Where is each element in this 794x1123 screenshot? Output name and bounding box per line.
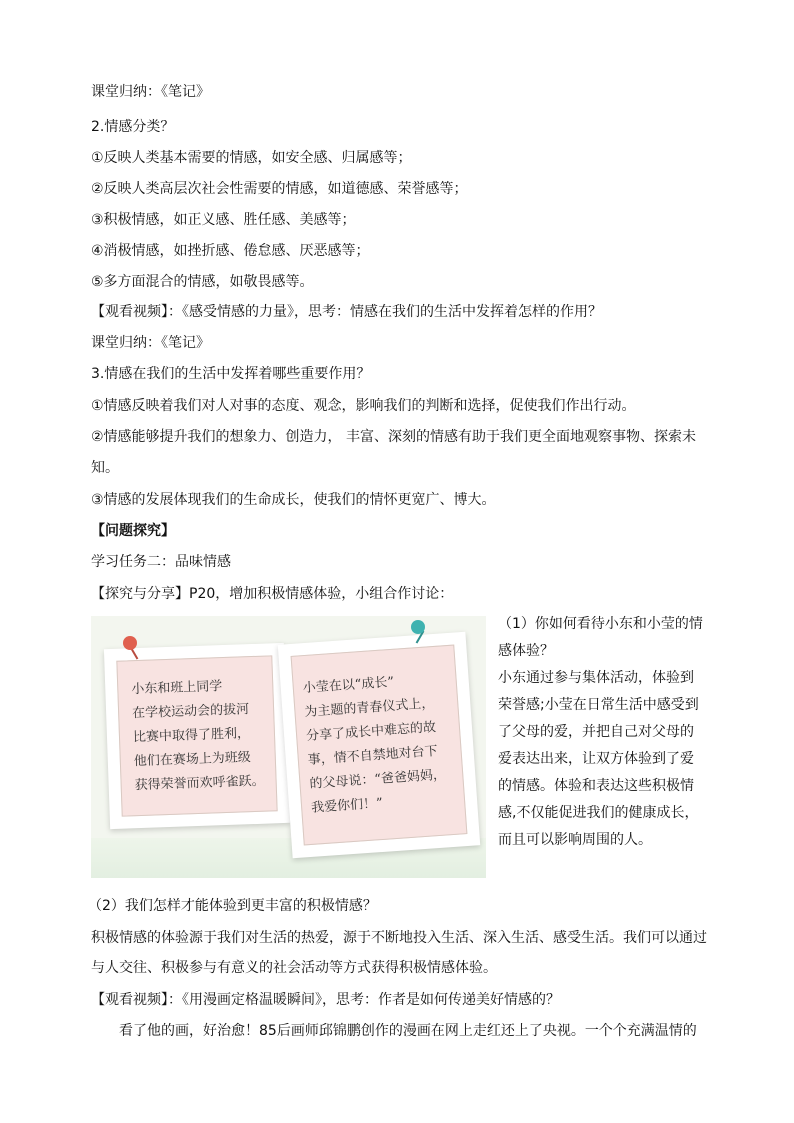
text-line: ③情感的发展体现我们的生命成长，使我们的情怀更宽广、博大。 — [91, 492, 496, 508]
answer-line: 小东通过参与集体活动，体验到 — [498, 670, 694, 686]
note-line: 在学校运动会的拔河 — [131, 702, 250, 722]
text-line: 课堂归纳：《笔记》 — [91, 335, 210, 351]
note-line: 的父母说：“爸爸妈妈， — [309, 767, 447, 792]
text-line: 课堂归纳：《笔记》 — [91, 84, 210, 100]
text-line: 与人交往、积极参与有意义的社会活动等方式获得积极情感体验。 — [91, 960, 497, 976]
pushpin-teal-icon — [411, 620, 425, 634]
note-line: 获得荣誉而欢呼雀跃。 — [134, 773, 265, 794]
text-line: ④消极情感，如挫折感、倦怠感、厌恶感等； — [91, 243, 370, 259]
answer-line: 的情感。体验和表达这些积极情 — [498, 778, 694, 794]
section-heading: 3.情感在我们的生活中发挥着哪些重要作用？ — [91, 366, 371, 382]
text-line: ①情感反映着我们对人对事的态度、观念，影响我们的判断和选择，促使我们作出行动。 — [91, 398, 636, 414]
note-line: 小东和班上同学 — [131, 679, 223, 698]
illustration-notes — [91, 616, 486, 878]
note-card-right — [278, 632, 480, 859]
note-text-left — [131, 673, 275, 798]
answer-line: 感,不仅能促进我们的健康成长， — [498, 805, 699, 821]
text-line: 看了他的画，好治愈！85后画师邱锦鹏创作的漫画在网上走红还上了央视。一个个充满温情的 — [119, 1023, 697, 1039]
text-line: ②情感能够提升我们的想象力、创造力， 丰富、深刻的情感有助于我们更全面地观察事物、探索未 — [91, 429, 696, 445]
section-heading: 2.情感分类？ — [91, 119, 175, 135]
text-line: ①反映人类基本需要的情感，如安全感、归属感等； — [91, 150, 412, 166]
text-line: ⑤多方面混合的情感，如敬畏感等。 — [91, 274, 314, 290]
note-line: 分享了成长中难忘的故 — [305, 720, 437, 745]
note-card-left — [104, 643, 290, 829]
text-line: 知。 — [91, 460, 119, 476]
video-prompt: 【观看视频】：《用漫画定格温暖瞬间》，思考：作者是如何传递美好情感的？ — [91, 992, 560, 1008]
note-text-right — [302, 667, 464, 821]
question-line: （2）我们怎样才能体验到更丰富的积极情感？ — [88, 898, 377, 914]
note-line: 小莹在以“成长” — [302, 674, 395, 697]
answer-line: 了父母的爱，并把自己对父母的 — [498, 724, 694, 740]
question-line: （1）你如何看待小东和小莹的情 — [498, 616, 703, 632]
text-line: 积极情感的体验源于我们对生活的热爱，源于不断地投入生活、深入生活、感受生活。我们可以通过 — [91, 930, 707, 946]
note-line: 为主题的青春仪式上， — [304, 696, 435, 721]
pushpin-red-icon — [123, 636, 137, 650]
answer-line: 荣誉感;小莹在日常生活中感受到 — [498, 697, 699, 713]
section-heading: 【问题探究】 — [91, 523, 175, 539]
note-line: 比赛中取得了胜利， — [132, 726, 251, 746]
task-heading: 学习任务二：品味情感 — [91, 554, 231, 570]
note-line: 他们在赛场上为班级 — [133, 750, 252, 770]
note-line: 我爱你们！” — [310, 795, 384, 816]
text-line: ③积极情感，如正义感、胜任感、美感等； — [91, 212, 356, 228]
video-prompt: 【观看视频】：《感受情感的力量》，思考：情感在我们的生活中发挥着怎样的作用？ — [91, 304, 602, 320]
note-line: 事，情不自禁地对台下 — [307, 743, 439, 768]
text-line: 【探究与分享】P20，增加积极情感体验，小组合作讨论： — [91, 586, 454, 602]
answer-column — [498, 614, 710, 857]
text-line: ②反映人类高层次社会性需要的情感，如道德感、荣誉感等； — [91, 181, 468, 197]
answer-line: 而且可以影响周围的人。 — [498, 832, 652, 848]
question-line: 感体验？ — [498, 643, 554, 659]
answer-line: 爱表达出来，让双方体验到了爱 — [498, 751, 694, 767]
